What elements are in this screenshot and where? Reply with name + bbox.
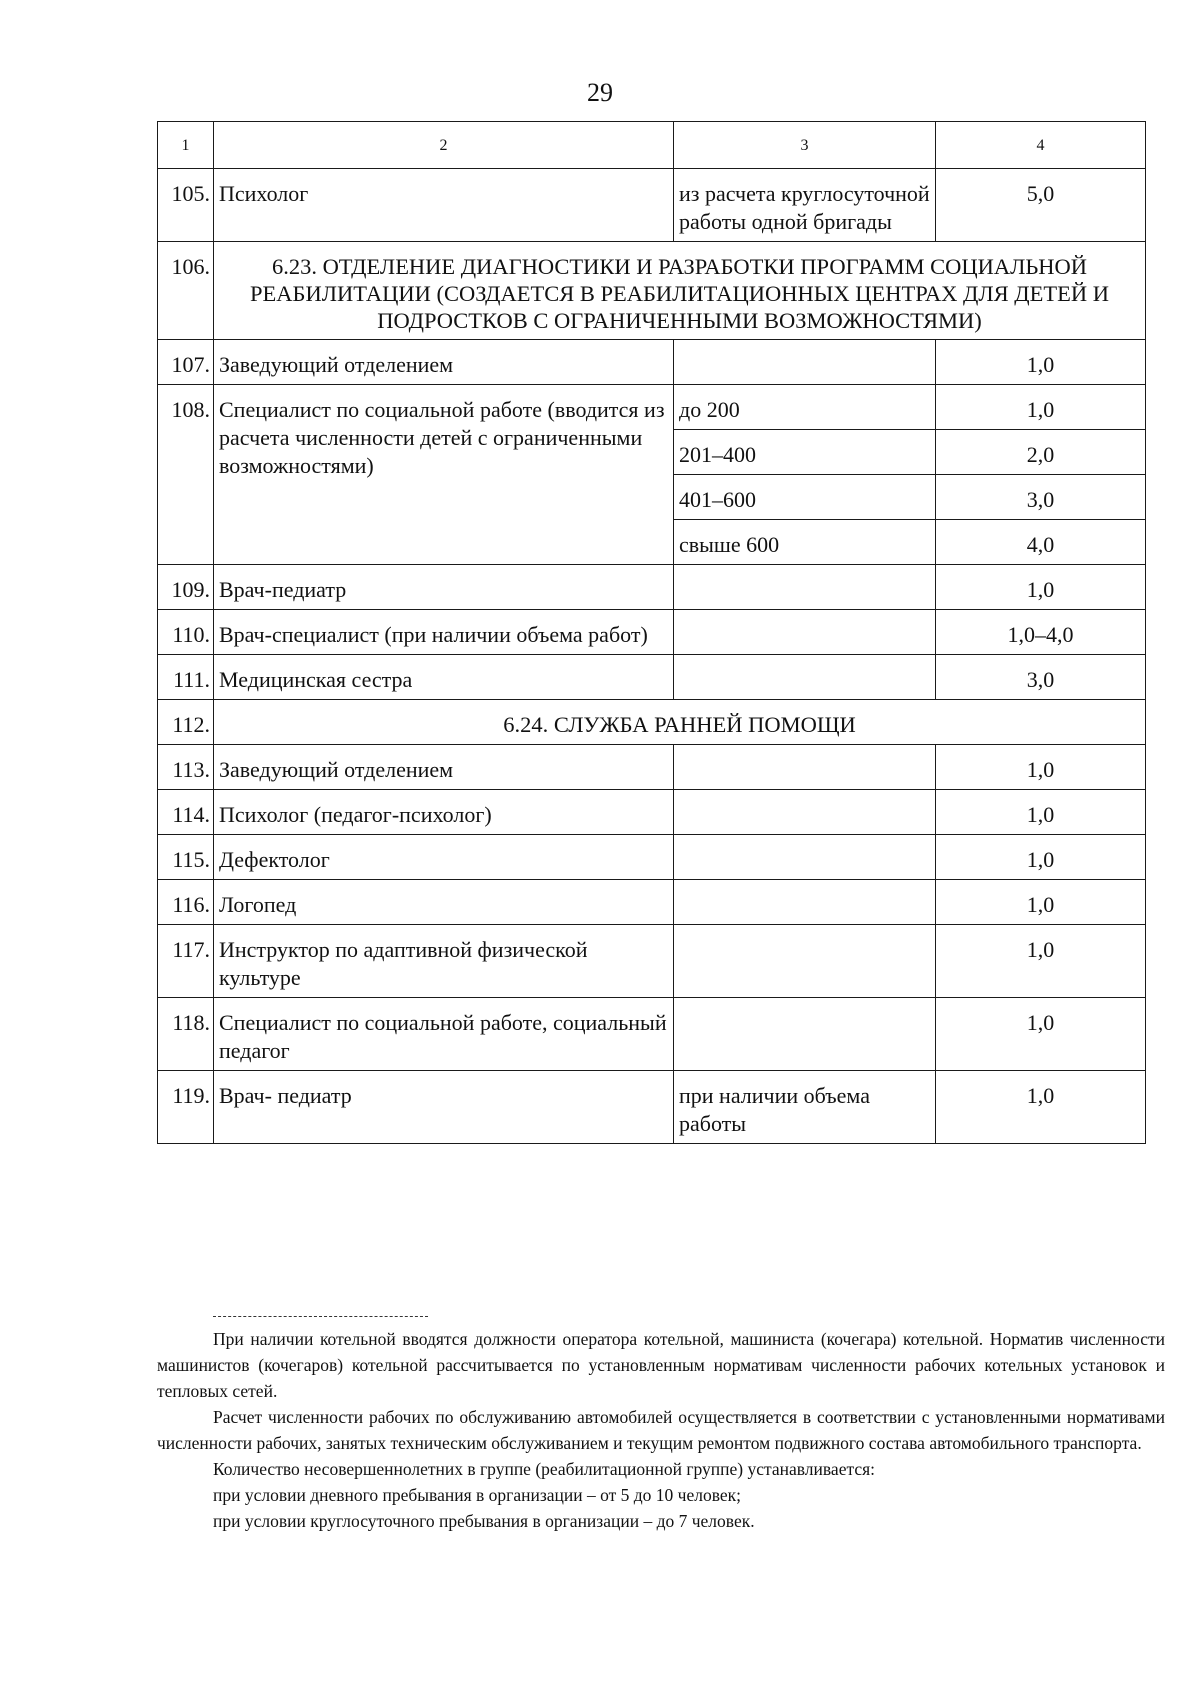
table-header-row <box>158 122 1146 169</box>
table-row <box>158 169 1146 242</box>
staff-value: 1,0 <box>936 565 1146 610</box>
note-paragraph: Количество несовершеннолетних в группе (реабилитационной группе) устанавливается: <box>213 1459 876 1479</box>
row-number: 115. <box>158 835 214 880</box>
position-name: Специалист по социальной работе, социальный педагог <box>214 998 674 1071</box>
header-col-3: 3 <box>674 122 936 169</box>
section-title: 6.23. ОТДЕЛЕНИЕ ДИАГНОСТИКИ И РАЗРАБОТКИ ПРОГРАММ СОЦИАЛЬНОЙ РЕАБИЛИТАЦИИ (СОЗДАЕТСЯ В РЕАБИЛИТАЦИОННЫХ ЦЕНТРАХ ДЛЯ ДЕТЕЙ И ПОДРОСТКОВ С ОГРАНИЧЕННЫМИ ВОЗМОЖНОСТЯМИ) <box>214 242 1146 340</box>
position-name: Врач-специалист (при наличии объема работ) <box>214 610 674 655</box>
row-number: 107. <box>158 340 214 385</box>
staff-value: 1,0 <box>936 925 1146 998</box>
staff-value: 1,0 <box>936 880 1146 925</box>
staff-value: 1,0 <box>936 385 1146 430</box>
condition <box>674 610 936 655</box>
row-number: 117. <box>158 925 214 998</box>
row-number: 108. <box>158 385 214 565</box>
position-name: Заведующий отделением <box>214 745 674 790</box>
condition: свыше 600 <box>674 520 936 565</box>
condition: из расчета круглосуточной работы одной бригады <box>674 169 936 242</box>
table-row <box>158 998 1146 1071</box>
table-row <box>158 655 1146 700</box>
section-title: 6.24. СЛУЖБА РАННЕЙ ПОМОЩИ <box>214 700 1146 745</box>
condition: при наличии объема работы <box>674 1071 936 1144</box>
table-row <box>158 835 1146 880</box>
condition: до 200 <box>674 385 936 430</box>
staff-value: 2,0 <box>936 430 1146 475</box>
table-row <box>158 1071 1146 1144</box>
row-number: 113. <box>158 745 214 790</box>
condition <box>674 835 936 880</box>
table-row <box>158 340 1146 385</box>
position-name: Медицинская сестра <box>214 655 674 700</box>
row-number: 106. <box>158 242 214 340</box>
staff-value: 3,0 <box>936 655 1146 700</box>
condition <box>674 655 936 700</box>
row-number: 119. <box>158 1071 214 1144</box>
note-paragraph: при условии круглосуточного пребывания в организации – до 7 человек. <box>213 1511 755 1531</box>
position-name: Заведующий отделением <box>214 340 674 385</box>
table-row <box>158 790 1146 835</box>
footnotes <box>157 1326 1165 1534</box>
header-col-2: 2 <box>214 122 674 169</box>
footnote-rule <box>213 1316 428 1317</box>
table-row <box>158 880 1146 925</box>
position-name: Врач-педиатр <box>214 565 674 610</box>
table-row <box>158 385 1146 430</box>
note-paragraph: Расчет численности рабочих по обслуживанию автомобилей осуществляется в соответствии с установленными нормативами численности рабочих, занятых техническим обслуживанием и текущим ремонтом подвижного состава автомобильного транспорта. <box>157 1407 1165 1453</box>
row-number: 114. <box>158 790 214 835</box>
row-number: 112. <box>158 700 214 745</box>
condition <box>674 745 936 790</box>
condition <box>674 340 936 385</box>
table-row <box>158 745 1146 790</box>
condition <box>674 790 936 835</box>
condition <box>674 880 936 925</box>
condition: 201–400 <box>674 430 936 475</box>
page-number: 29 <box>587 78 613 107</box>
note-paragraph: При наличии котельной вводятся должности оператора котельной, машиниста (кочегара) котельной. Норматив численности машинистов (кочегаров) котельной рассчитывается по установленным нормативам численности рабочих котельных установок и тепловых сетей. <box>157 1329 1165 1401</box>
position-name: Психолог <box>214 169 674 242</box>
note-paragraph: при условии дневного пребывания в организации – от 5 до 10 человек; <box>213 1485 742 1505</box>
staff-value: 5,0 <box>936 169 1146 242</box>
section-row <box>158 242 1146 340</box>
header-col-4: 4 <box>936 122 1146 169</box>
staff-value: 1,0 <box>936 340 1146 385</box>
staff-value: 1,0 <box>936 1071 1146 1144</box>
row-number: 111. <box>158 655 214 700</box>
table-row <box>158 925 1146 998</box>
staff-value: 1,0 <box>936 835 1146 880</box>
condition <box>674 925 936 998</box>
staff-value: 1,0–4,0 <box>936 610 1146 655</box>
row-number: 110. <box>158 610 214 655</box>
staff-value: 3,0 <box>936 475 1146 520</box>
staffing-table <box>157 121 1146 1144</box>
header-col-1: 1 <box>158 122 214 169</box>
position-name: Врач- педиатр <box>214 1071 674 1144</box>
row-number: 118. <box>158 998 214 1071</box>
position-name: Инструктор по адаптивной физической культуре <box>214 925 674 998</box>
table-row <box>158 610 1146 655</box>
condition <box>674 998 936 1071</box>
staff-value: 4,0 <box>936 520 1146 565</box>
table-row <box>158 565 1146 610</box>
section-row <box>158 700 1146 745</box>
row-number: 116. <box>158 880 214 925</box>
position-name: Специалист по социальной работе (вводится из расчета численности детей с ограниченными возможностями) <box>214 385 674 565</box>
staff-value: 1,0 <box>936 998 1146 1071</box>
condition <box>674 565 936 610</box>
row-number: 105. <box>158 169 214 242</box>
staff-value: 1,0 <box>936 790 1146 835</box>
condition: 401–600 <box>674 475 936 520</box>
position-name: Дефектолог <box>214 835 674 880</box>
position-name: Психолог (педагог-психолог) <box>214 790 674 835</box>
position-name: Логопед <box>214 880 674 925</box>
row-number: 109. <box>158 565 214 610</box>
staff-value: 1,0 <box>936 745 1146 790</box>
